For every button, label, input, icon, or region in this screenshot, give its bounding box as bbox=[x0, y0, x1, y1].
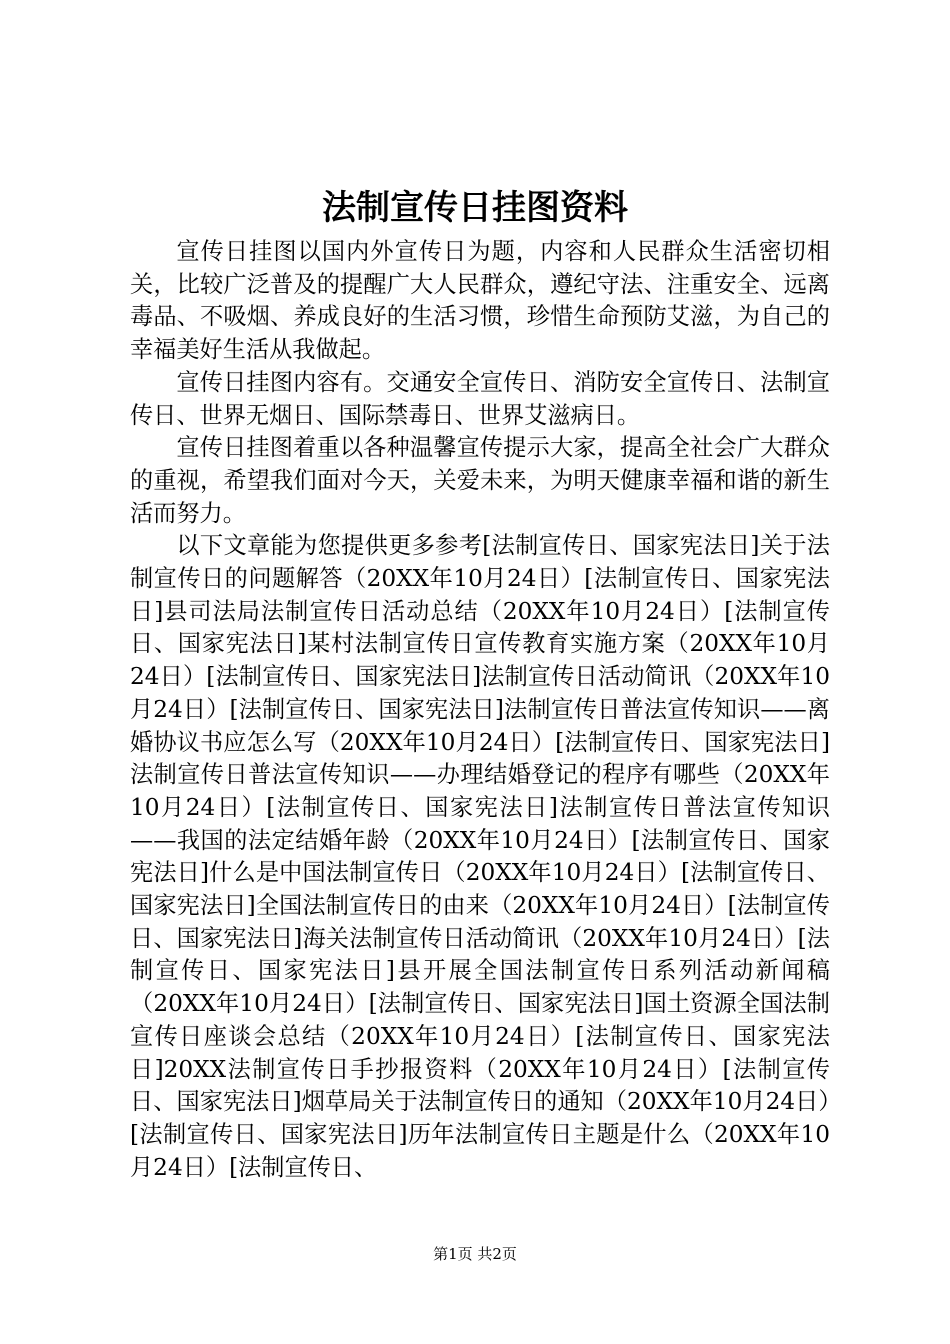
paragraph-intro: 宣传日挂图以国内外宣传日为题，内容和人民群众生活密切相关，比较广泛普及的提醒广大人民群众，遵纪守法、注重安全、远离毒品、不吸烟、养成良好的生活习惯，珍惜生命预防艾滋，为自己的幸福美好生活从我做起。 bbox=[130, 238, 830, 364]
paragraph-content-list: 宣传日挂图内容有。交通安全宣传日、消防安全宣传日、法制宣传日、世界无烟日、国际禁毒日、世界艾滋病日。 bbox=[130, 368, 830, 429]
page-indicator: 第1页 共2页 bbox=[433, 1245, 517, 1263]
paragraph-references: 以下文章能为您提供更多参考[法制宣传日、国家宪法日]关于法制宣传日的问题解答（20XX年10月24日）[法制宣传日、国家宪法日]县司法局法制宣传日活动总结（20XX年10月24日）[法制宣传日、国家宪法日]某村法制宣传日宣传教育实施方案（20XX年10月24日）[法制宣传日、国家宪法日]法制宣传日活动简讯（20XX年10月24日）[法制宣传日、国家宪法日]法制宣传日普法宣传知识——离婚协议书应怎么写（20XX年10月24日）[法制宣传日、国家宪法日]法制宣传日普法宣传知识——办理结婚登记的程序有哪些（20XX年10月24日）[法制宣传日、国家宪法日]法制宣传日普法宣传知识——我国的法定结婚年龄（20XX年10月24日）[法制宣传日、国家宪法日]什么是中国法制宣传日（20XX年10月24日）[法制宣传日、国家宪法日]全国法制宣传日的由来（20XX年10月24日）[法制宣传日、国家宪法日]海关法制宣传日活动简讯（20XX年10月24日）[法制宣传日、国家宪法日]县开展全国法制宣传日系列活动新闻稿（20XX年10月24日）[法制宣传日、国家宪法日]国土资源全国法制宣传日座谈会总结（20XX年10月24日）[法制宣传日、国家宪法日]20XX法制宣传日手抄报资料（20XX年10月24日）[法制宣传日、国家宪法日]烟草局关于法制宣传日的通知（20XX年10月24日）[法制宣传日、国家宪法日]历年法制宣传日主题是什么（20XX年10月24日）[法制宣传日、 bbox=[130, 532, 830, 1181]
paragraph-purpose: 宣传日挂图着重以各种温馨宣传提示大家，提高全社会广大群众的重视，希望我们面对今天，关爱未来，为明天健康幸福和谐的新生活而努力。 bbox=[130, 434, 830, 527]
document-body bbox=[130, 236, 830, 1184]
document-title: 法制宣传日挂图资料 bbox=[322, 188, 628, 228]
